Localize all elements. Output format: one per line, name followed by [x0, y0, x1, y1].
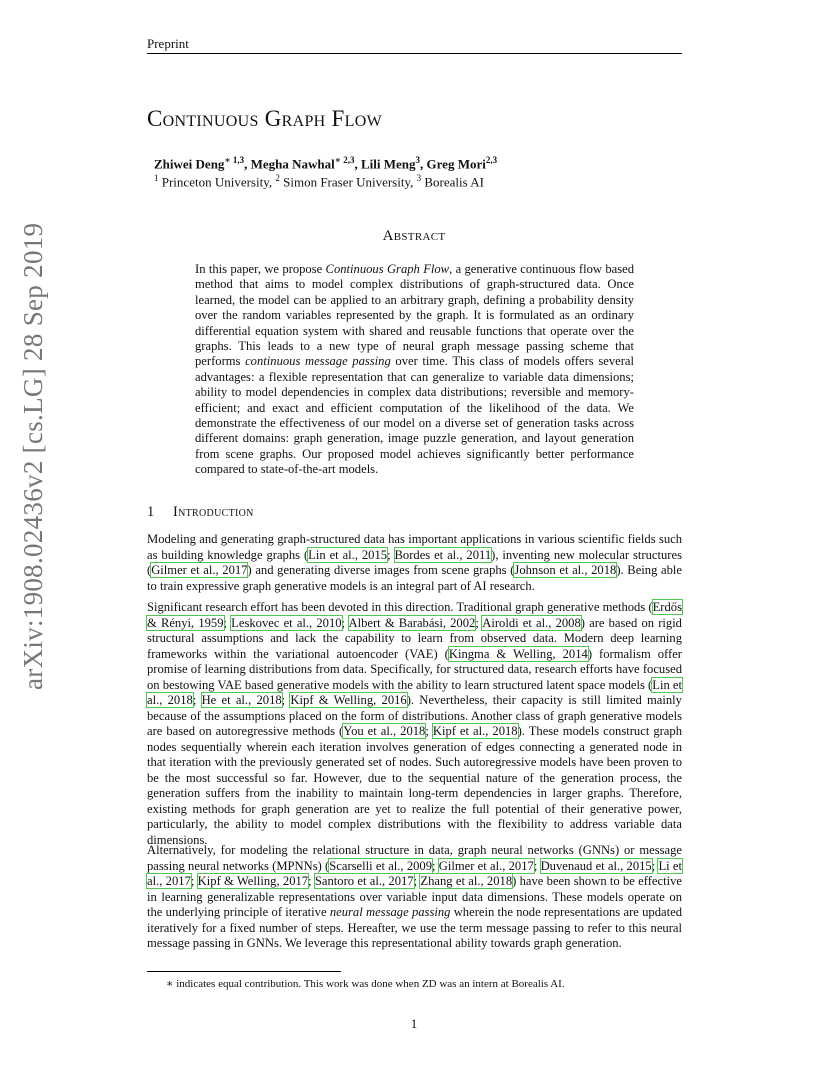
citation-link[interactable]: You et al., 2018 [343, 724, 426, 738]
emphasized-text: Continuous Graph Flow [325, 262, 450, 276]
citation-link[interactable]: Lin et al., 2018 [147, 677, 682, 707]
page-number: 1 [410, 1016, 418, 1031]
author-separator: , [420, 156, 427, 172]
text-run: ; [192, 693, 202, 707]
text-run: Alternatively, for modeling the relational structure in data, graph neural networks (GNNs) or message passing neural networks (MPNNs) ( [147, 843, 682, 873]
text-run: ), inventing new molecular structures ( [147, 547, 682, 577]
affiliation-mark: 1 [154, 173, 159, 183]
citation-link[interactable]: Erdős & Rényi, 1959 [147, 600, 682, 630]
citation-link[interactable]: Li et al., 2017 [147, 858, 683, 888]
citation-link[interactable]: Zhang et al., 2018 [420, 874, 513, 888]
citation-link[interactable]: Leskovec et al., 2010 [231, 615, 342, 630]
author-affiliation-mark: ∗ 2,3 [334, 155, 355, 165]
citation-link[interactable]: Scarselli et al., 2009 [329, 858, 433, 873]
text-run: ; [387, 547, 395, 562]
text-run: ; [190, 874, 198, 888]
affiliation-list [154, 173, 484, 190]
text-run: ; [281, 693, 291, 707]
citation-link[interactable]: Kipf & Welling, 2017 [197, 874, 309, 888]
citation-link[interactable]: Duvenaud et al., 2015 [540, 858, 652, 873]
text-run: ) have been shown to be effective in learning generalizable representations over variable input data dimensions. These models operate on the underlying principle of iterative [147, 874, 682, 919]
text-run: ) and generating diverse images from scene graphs ( [247, 563, 515, 577]
citation-link[interactable]: Lin et al., 2015 [308, 547, 388, 562]
author-list [154, 155, 497, 172]
author-affiliation-mark: 3 [415, 155, 421, 165]
author-separator: , [354, 156, 361, 172]
arxiv-identifier-stamp: arXiv:1908.02436v2 [cs.LG] 28 Sep 2019 [18, 222, 48, 690]
author-name: Megha Nawhal [250, 156, 335, 172]
affiliation-mark: 2 [275, 173, 280, 183]
text-run: Significant research effort has been devoted in this direction. Traditional graph generative methods ( [147, 600, 653, 614]
citation-link[interactable]: Kipf & Welling, 2016 [290, 693, 407, 707]
text-run: ; [341, 615, 349, 630]
author-affiliation-mark: 2,3 [485, 155, 498, 165]
text-run: ; [425, 724, 433, 738]
text-run: Modeling and generating graph-structured data has important applications in various scientific fields such as building knowledge graphs ( [147, 532, 682, 562]
citation-link[interactable]: Kipf et al., 2018 [432, 724, 518, 738]
running-header: Preprint [147, 36, 189, 51]
citation-link[interactable]: Bordes et al., 2011 [394, 547, 492, 562]
paper-title: Continuous Graph Flow [147, 106, 382, 131]
text-run: ). Being able to train expressive graph generative models is an integral part of AI research. [147, 563, 683, 593]
intro-paragraph-1 [147, 532, 682, 594]
text-run: ; [308, 874, 315, 888]
section-title: Introduction [173, 504, 254, 520]
author-name: Greg Mori [426, 156, 486, 172]
abstract-heading: Abstract [382, 228, 446, 244]
citation-link[interactable]: Johnson et al., 2018 [514, 563, 617, 577]
citation-link[interactable]: He et al., 2018 [201, 693, 282, 707]
intro-paragraph-3 [147, 843, 682, 952]
text-run: ; [475, 615, 483, 630]
citation-link[interactable]: Santoro et al., 2017 [314, 874, 414, 888]
text-run: ). These models construct graph nodes sequentially wherein each iteration involves generation of edges connecting a generated node in that iteration with the previously generated set of nodes. Such autoregressive models have been proven to be the most successful so far. However, due to the sequential nature of the generation process, the generation suffers from the inability to maintain long-term dependencies in larger graphs. Therefore, existing methods for graph generation are yet to realize the full potential of their generative power, particularly, the ability to model complex distributions with the flexibility to address variable data dimensions. [147, 724, 682, 847]
section-heading [147, 504, 254, 521]
text-run: In this paper, we propose [195, 262, 326, 276]
text-run: , a generative continuous flow based method that aims to model complex distributions of graph-structured data. Once learned, the model can be applied to an arbitrary graph, defining a probability density over the random variables represented by the graph. It is formulated as an ordinary differential equation system with shared and reusable functions that operate over the graphs. This leads to a new type of neural graph message passing scheme that performs [195, 262, 634, 369]
text-run: ; [533, 858, 541, 873]
text-run: over time. This class of models offers several advantages: a flexible representation that can generalize to variable data dimensions; ability to model dependencies in complex data distributions; reversible and memory-efficient; and exact and efficient computation of the likelihood of the data. We demonstrate the effectiveness of our model on a diverse set of generation tasks across different domains: graph generation, image puzzle generation, and layout generation from scene graphs. Our proposed model achieves significantly better performance compared to state-of-the-art models. [195, 354, 634, 477]
affiliation-name: Princeton University, [158, 174, 276, 190]
affiliation-name: Simon Fraser University, [279, 174, 417, 190]
text-run: wherein the node representations are updated iteratively for a fixed number of steps. Hereafter, we use the term message passing to refer to this neural message passing in GNNs. We leverage this representational ability towards graph generation. [147, 905, 682, 950]
author-affiliation-mark: ∗ 1,3 [224, 155, 245, 165]
affiliation-mark: 3 [416, 173, 422, 183]
text-run: ; [432, 858, 439, 873]
citation-link[interactable]: Gilmer et al., 2017 [438, 858, 534, 873]
author-name: Zhiwei Deng [154, 156, 225, 172]
header-rule [147, 53, 682, 54]
citation-link[interactable]: Gilmer et al., 2017 [151, 563, 248, 577]
text-run: ; [413, 874, 421, 888]
author-separator: , [244, 156, 251, 172]
emphasized-text: neural message passing [329, 905, 451, 919]
section-number: 1 [147, 504, 155, 520]
citation-link[interactable]: Kingma & Welling, 2014 [448, 646, 588, 661]
footnote: ∗ indicates equal contribution. This work was done when ZD was an intern at Borealis AI. [166, 978, 565, 990]
citation-link[interactable]: Albert & Barabási, 2002 [348, 615, 476, 630]
text-run: ). Nevertheless, their capacity is still limited mainly because of the assumptions placed on the form of distributions. Another class of graph generative models are based on autoregressive methods ( [147, 693, 682, 738]
text-run: ; [223, 615, 232, 630]
footnote-rule [147, 971, 341, 972]
text-run: ) are based on rigid structural assumptions and lack the capability to learn from observed data. Modern deep learning frameworks within the variational autoencoder (VAE) ( [147, 615, 682, 661]
affiliation-name: Borealis AI [421, 174, 484, 190]
citation-link[interactable]: Airoldi et al., 2008 [482, 615, 581, 630]
emphasized-text: continuous message passing [245, 354, 391, 369]
author-name: Lili Meng [361, 156, 416, 172]
text-run: ) formalism offer promise of learning distributions from data. Specifically, for structured data, research efforts have focused on bestowing VAE based generative models with the ability to learn structured latent space models ( [147, 646, 682, 692]
intro-paragraph-2 [147, 600, 682, 848]
text-run: ; [651, 858, 659, 873]
abstract-body [195, 262, 634, 478]
